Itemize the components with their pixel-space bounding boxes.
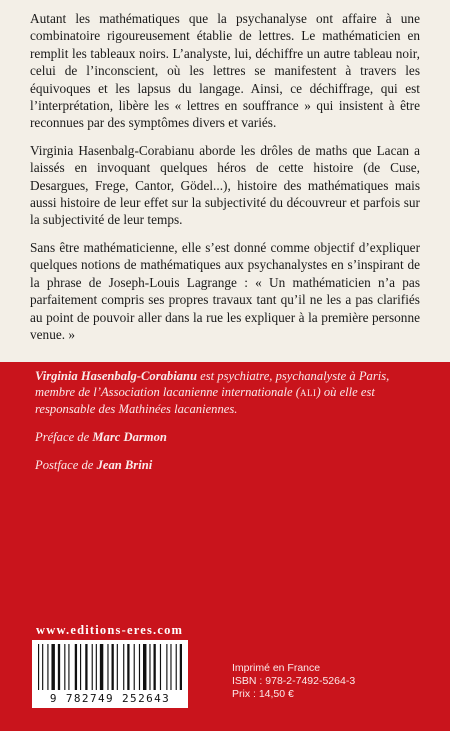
imprint-block xyxy=(232,662,355,701)
bio-paragraph xyxy=(35,368,415,417)
bio-abbr: ALI xyxy=(300,388,317,398)
barcode-digits: 9 782749 252643 xyxy=(49,692,171,705)
author-name: Virginia Hasenbalg-Corabianu xyxy=(35,369,198,383)
bio-text-b: ) où elle est responsable des Mathinées lacaniennes. xyxy=(35,385,375,416)
isbn-line: ISBN : 978-2-7492-5264-3 xyxy=(232,675,356,687)
blurb-paragraph-1: Autant les mathématiques que la psychanalyse ont affaire à une combinatoire rigoureusement établie de lettres. Le mathématicien en remplit les tableaux noirs. L’analyste, lui, déchiffre un autre tableau noir, celui de l’inconscient, où les lettres se manifestent à travers les équivoques et les lapsus du langage. Ainsi, ce déchiffrage, qui est l’interprétation, libère les « lettres en souffrance » qui insistent à être reconnues par des symptômes divers et variés. xyxy=(30,11,420,131)
barcode-bars-icon xyxy=(38,644,182,690)
publisher-url: www.editions-eres.com xyxy=(36,623,184,637)
blurb-paragraph-3: Sans être mathématicienne, elle s’est donné comme objectif d’expliquer quelques notions de mathématiques aux psychanalystes en s’inspirant de la phrase de Joseph-Louis Lagrange : « Un mathématicien n’a pas parfaitement compris ses propres travaux tant qu’il ne les a pas clarifiés au point de pouvoir aller dans la rue les expliquer à la première personne venue. » xyxy=(30,239,420,342)
preface-name: Marc Darmon xyxy=(92,430,167,444)
isbn-barcode xyxy=(32,640,188,708)
preface-line xyxy=(35,429,415,445)
blurb-text xyxy=(30,10,420,353)
bio-text-a: est psychiatre, psychanalyste à Paris, membre de l’Association lacanienne internationale ( xyxy=(35,369,390,399)
printed-in: Imprimé en France xyxy=(232,662,321,674)
preface-label: Préface de xyxy=(35,430,93,444)
author-bio xyxy=(35,368,415,485)
postface-name: Jean Brini xyxy=(96,458,153,472)
postface-label: Postface de xyxy=(35,458,97,472)
postface-line xyxy=(35,457,415,473)
price-line: Prix : 14,50 € xyxy=(232,688,294,700)
blurb-paragraph-2: Virginia Hasenbalg-Corabianu aborde les drôles de maths que Lacan a laissés en invoquant quelques héros de cette histoire (de Cuse, Desargues, Frege, Cantor, Gödel...), histoire des mathématiques mais aussi histoire de leur effet sur la subjectivité du découvreur et parfois sur la subjectivité de leur temps. xyxy=(30,142,420,228)
